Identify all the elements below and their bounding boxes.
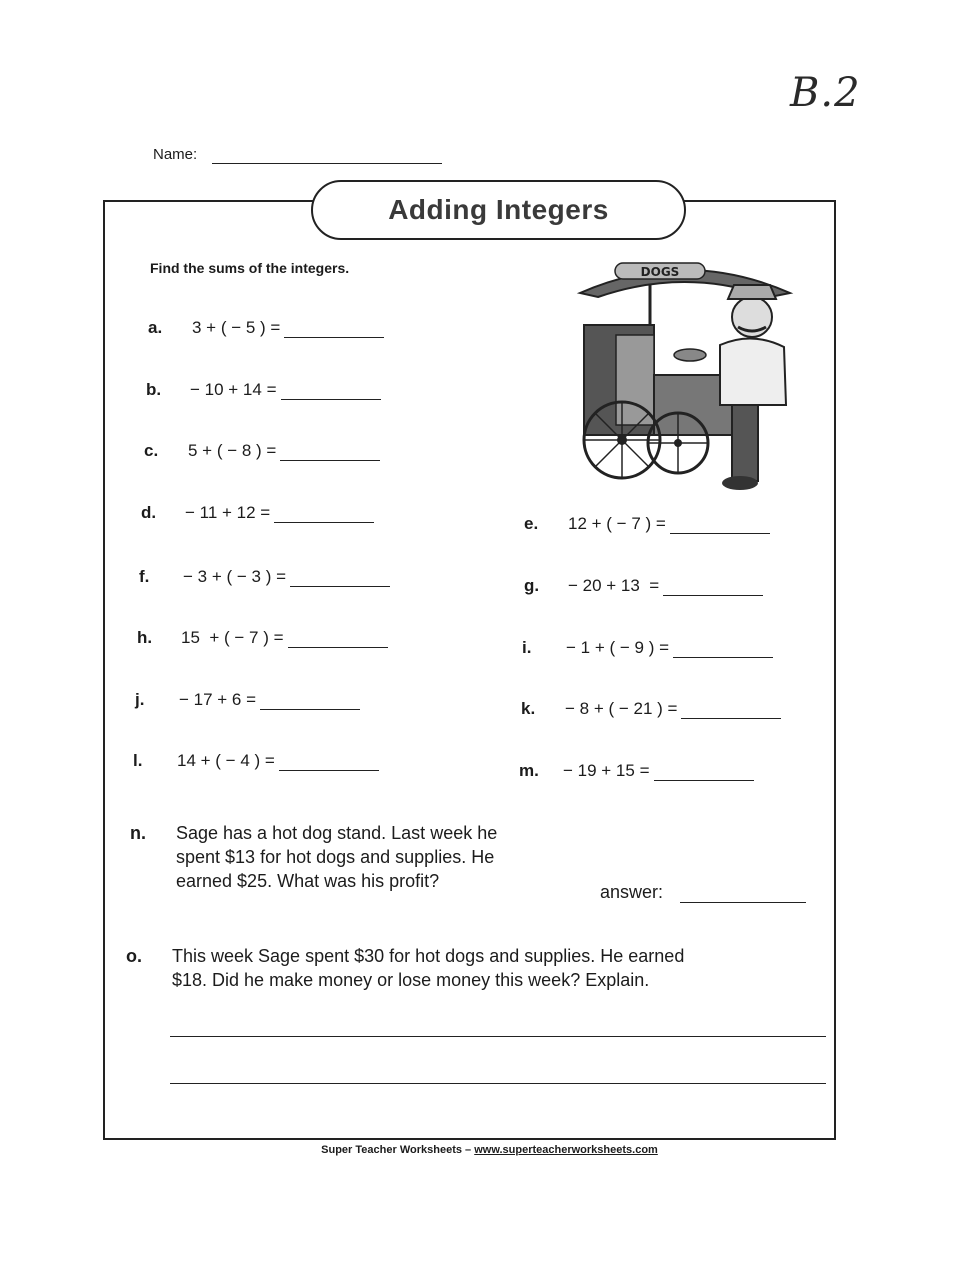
answer-blank[interactable] [274,504,374,523]
problem-label: b. [146,380,162,399]
problem-expression: 5 + ( − 8 ) = [188,441,277,460]
problem-text-line: $18. Did he make money or lose money this week? Explain. [172,970,650,990]
problem-label: n. [130,823,146,843]
problem-text-line: earned $25. What was his profit? [176,871,440,891]
problem-text-line: spent $13 for hot dogs and supplies. He [176,847,495,867]
problem-label: h. [137,628,153,647]
problem-text-line: This week Sage spent $30 for hot dogs and supplies. He earned [172,946,685,966]
problem-label: g. [524,576,540,595]
problem-c [144,441,380,461]
problem-h [137,628,388,648]
answer-blank[interactable] [280,442,380,461]
problem-f [139,567,390,587]
problem-expression: − 11 + 12 = [185,503,271,522]
answer-blank[interactable] [281,381,381,400]
problem-l [133,751,379,771]
answer-blank[interactable] [654,762,754,781]
problem-label: e. [524,514,539,533]
answer-blank[interactable] [288,629,388,648]
problem-text-line: Sage has a hot dog stand. Last week he [176,823,498,843]
problem-o-label-wrap [126,944,166,968]
problem-j [135,690,360,710]
problem-label: d. [141,503,157,522]
problem-label: a. [148,318,163,337]
problem-expression: − 10 + 14 = [190,380,277,399]
instructions: Find the sums of the integers. [150,260,350,276]
problem-expression: 3 + ( − 5 ) = [192,318,281,337]
page-code: B.2 [790,70,861,116]
hot-dog-cart-icon [570,255,800,500]
problem-a [148,318,384,338]
problem-label: f. [139,567,150,586]
problem-i [522,638,773,658]
answer-blank[interactable] [681,700,781,719]
problem-b [146,380,381,400]
problem-label: l. [133,751,143,770]
problem-expression: − 20 + 13 = [568,576,660,595]
name-field[interactable] [212,163,442,164]
problem-n-text [176,821,596,893]
problem-expression: 15 + ( − 7 ) = [181,628,284,647]
answer-label: answer: [600,882,664,902]
problem-expression: − 3 + ( − 3 ) = [183,567,287,586]
problem-e [524,514,770,534]
footer [0,1144,979,1156]
problem-expression: − 1 + ( − 9 ) = [566,638,670,657]
problem-expression: − 8 + ( − 21 ) = [565,699,678,718]
footer-link[interactable]: www.superteacherworksheets.com [474,1144,658,1156]
problem-g [524,576,763,596]
problem-label: o. [126,946,142,966]
footer-publisher: Super Teacher Worksheets – [321,1144,472,1156]
problem-expression: − 19 + 15 = [563,761,650,780]
problem-o-text [172,944,812,992]
problem-n-label-wrap [130,821,170,845]
answer-blank[interactable] [260,691,360,710]
name-label: Name: [153,146,198,163]
hot-dog-cart-illustration [570,255,800,495]
explain-line-1[interactable] [170,1036,826,1037]
answer-blank[interactable] [663,577,763,596]
explain-line-2[interactable] [170,1083,826,1084]
problem-label: i. [522,638,532,657]
problem-label: j. [135,690,145,709]
answer-blank[interactable] [279,752,379,771]
problem-k [521,699,781,719]
problem-expression: 12 + ( − 7 ) = [568,514,666,533]
answer-blank[interactable] [680,902,806,903]
problem-label: c. [144,441,159,460]
cart-sign-text: DOGS [640,265,680,279]
problem-expression: 14 + ( − 4 ) = [177,751,275,770]
problem-label: k. [521,699,536,718]
problem-label: m. [519,761,539,780]
problem-d [141,503,374,523]
problem-expression: − 17 + 6 = [179,690,257,709]
answer-blank[interactable] [670,515,770,534]
page-title: Adding Integers [388,194,609,225]
answer-blank[interactable] [284,319,384,338]
problem-m [519,761,754,781]
answer-blank[interactable] [290,568,390,587]
answer-blank[interactable] [673,639,773,658]
title-banner [311,180,686,240]
